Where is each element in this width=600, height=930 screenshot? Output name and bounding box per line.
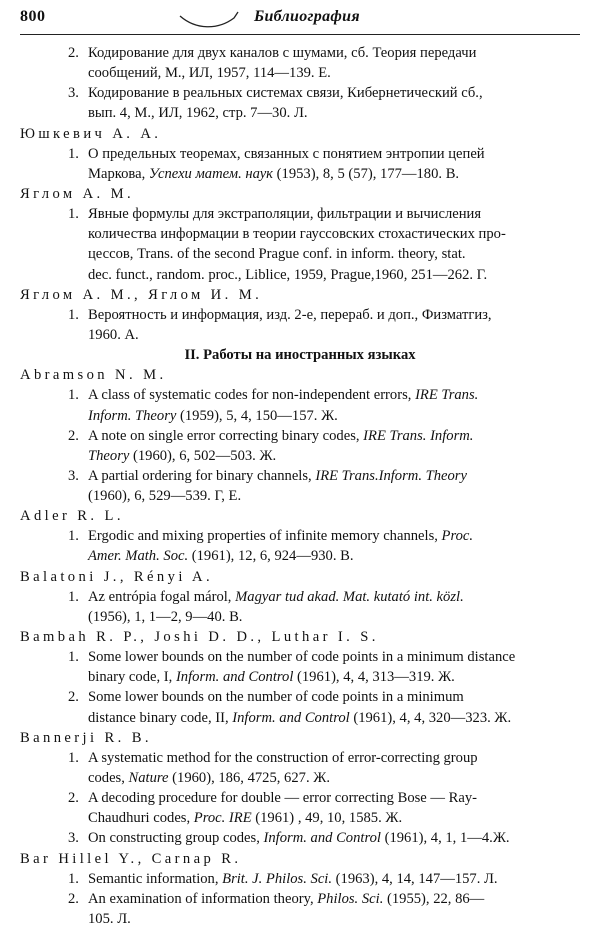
author-heading: [0, 123, 600, 145]
text-fragment: (1961), 4, 1, 1—4.Ж.: [380, 830, 510, 846]
entry-text: [88, 384, 478, 406]
reference-entry: [0, 143, 600, 165]
text-fragment: A class of systematic codes for non-independent errors,: [88, 387, 416, 403]
entry-text: [88, 666, 455, 688]
entry-number: 2.: [68, 45, 79, 61]
text-fragment: Кодирование для двух каналов с шумами, сб. Теория передачи: [88, 45, 477, 61]
entry-text: [88, 324, 139, 346]
reference-entry: [0, 425, 600, 447]
text-fragment: binary code, I,: [88, 669, 176, 685]
text-fragment: Some lower bounds on the number of code points in a minimum distance: [88, 649, 516, 665]
text-fragment: codes,: [88, 770, 129, 786]
reference-entry: [0, 827, 600, 849]
text-fragment: О предельных теоремах, связанных с понятием энтропии цепей: [88, 146, 485, 162]
entry-number: 3.: [68, 468, 79, 484]
text-fragment: dec. funct., random. proc., Liblice, 1959, Prague,1960, 251—262. Г.: [88, 267, 488, 283]
entry-number: 3.: [68, 830, 79, 846]
reference-continuation: [0, 545, 600, 567]
text-fragment: количества информации в теории гауссовских стохастических про-: [88, 226, 506, 242]
reference-entry: [0, 686, 600, 708]
author-name: Яглом А. М.: [20, 186, 135, 202]
author-heading: [0, 505, 600, 527]
author-heading: [0, 848, 600, 870]
reference-entry: [0, 203, 600, 225]
reference-entry: [0, 868, 600, 890]
source-title: Brit. J. Philos. Sci.: [222, 871, 333, 887]
source-title: IRE Trans.Inform. Theory: [315, 468, 467, 484]
source-title: Proc. IRE: [193, 810, 252, 826]
text-fragment: вып. 4, М., ИЛ, 1962, стр. 7—30. Л.: [88, 105, 308, 121]
entry-number: 2.: [68, 428, 79, 444]
author-name: Bambah R. P., Joshi D. D., Luthar I. S.: [20, 629, 379, 645]
text-fragment: Маркова,: [88, 166, 149, 182]
reference-entry: [0, 384, 600, 406]
source-title: Magyar tud akad. Mat. kutató int. közl.: [235, 589, 464, 605]
reference-entry: [0, 525, 600, 547]
entry-text: [88, 223, 506, 245]
entry-text: [88, 787, 477, 809]
entry-text: [88, 767, 330, 789]
source-title: Inform. and Control: [263, 830, 381, 846]
entry-text: [88, 827, 510, 849]
entry-text: [88, 868, 498, 890]
author-heading: [0, 284, 600, 306]
entry-text: [88, 686, 464, 708]
entry-text: [88, 908, 131, 930]
entry-number: 1.: [68, 146, 79, 162]
text-fragment: On constructing group codes,: [88, 830, 264, 846]
reference-continuation: [0, 767, 600, 789]
entry-text: [88, 243, 466, 265]
entry-text: [88, 465, 467, 487]
reference-continuation: [0, 908, 600, 930]
author-name: Bar Hillel Y., Carnap R.: [20, 851, 242, 867]
text-fragment: Кодирование в реальных системах связи, Кибернетический сб.,: [88, 85, 483, 101]
text-fragment: 105. Л.: [88, 911, 131, 927]
text-fragment: Ergodic and mixing properties of infinite memory channels,: [88, 528, 442, 544]
page-header: [0, 0, 600, 38]
entry-number: 1.: [68, 528, 79, 544]
author-name: Яглом А. М., Яглом И. М.: [20, 287, 263, 303]
reference-continuation: [0, 62, 600, 84]
source-title: Theory: [88, 448, 130, 464]
reference-entry: [0, 888, 600, 910]
entry-text: [88, 62, 331, 84]
source-title: Inform. and Control: [232, 710, 350, 726]
reference-continuation: [0, 707, 600, 729]
entry-number: 2.: [68, 891, 79, 907]
author-heading: [0, 566, 600, 588]
text-fragment: Az entrópia fogal márol,: [88, 589, 236, 605]
entry-text: [88, 82, 483, 104]
text-fragment: distance binary code, II,: [88, 710, 233, 726]
entry-number: 1.: [68, 871, 79, 887]
text-fragment: Some lower bounds on the number of code points in a minimum: [88, 689, 464, 705]
text-fragment: сообщений, М., ИЛ, 1957, 114—139. Е.: [88, 65, 331, 81]
text-fragment: Вероятность и информация, изд. 2-е, перераб. и доп., Физматгиз,: [88, 307, 492, 323]
entry-text: [88, 425, 473, 447]
entry-text: [88, 545, 354, 567]
text-fragment: 1960. А.: [88, 327, 139, 343]
entry-text: [88, 405, 338, 427]
entry-text: [88, 264, 487, 286]
source-title: Inform. and Control: [175, 669, 294, 685]
reference-continuation: [0, 405, 600, 427]
entry-text: [88, 586, 464, 608]
reference-continuation: [0, 485, 600, 507]
section-heading: II. Работы на иностранных языках: [184, 347, 416, 363]
entry-text: [88, 807, 402, 829]
reference-continuation: [0, 666, 600, 688]
reference-continuation: [0, 264, 600, 286]
page-number: 800: [20, 8, 46, 25]
reference-entry: [0, 787, 600, 809]
author-heading: [0, 364, 600, 386]
reference-continuation: [0, 606, 600, 628]
text-fragment: (1960), 6, 502—503. Ж.: [129, 448, 277, 464]
reference-continuation: [0, 102, 600, 124]
entry-number: 2.: [68, 689, 79, 705]
source-title: Успехи матем. наук: [148, 166, 274, 182]
author-heading: [0, 626, 600, 648]
text-fragment: Явные формулы для экстраполяции, фильтрации и вычисления: [88, 206, 482, 222]
text-fragment: (1956), 1, 1—2, 9—40. В.: [88, 609, 243, 625]
author-heading: [0, 727, 600, 749]
entry-text: [88, 102, 308, 124]
reference-continuation: [0, 163, 600, 185]
reference-entry: [0, 747, 600, 769]
text-fragment: (1961) , 49, 10, 1585. Ж.: [251, 810, 403, 826]
entry-text: [88, 606, 242, 628]
author-name: Юшкевич А. А.: [20, 126, 162, 142]
entry-text: [88, 42, 476, 64]
entry-text: [88, 707, 511, 729]
author-name: Abramson N. M.: [20, 367, 167, 383]
entry-text: [88, 646, 515, 668]
reference-entry: [0, 465, 600, 487]
text-fragment: (1960), 186, 4725, 627. Ж.: [168, 770, 330, 786]
text-fragment: Chaudhuri codes,: [88, 810, 194, 826]
text-fragment: (1960), 6, 529—539. Г, Е.: [88, 488, 242, 504]
text-fragment: (1955), 22, 86—: [383, 891, 485, 907]
text-fragment: (1961), 4, 4, 320—323. Ж.: [349, 710, 512, 726]
reference-continuation: [0, 324, 600, 346]
entry-text: [88, 747, 478, 769]
entry-text: [88, 304, 492, 326]
header-ornament: [178, 10, 240, 30]
author-name: Adler R. L.: [20, 508, 124, 524]
source-title: Philos. Sci.: [317, 891, 384, 907]
entry-number: 1.: [68, 387, 79, 403]
entry-text: [88, 525, 473, 547]
entry-number: 1.: [68, 649, 79, 665]
source-title: Nature: [128, 770, 169, 786]
text-fragment: цессов, Trans. of the second Prague conf. in inform. theory, stat.: [88, 246, 466, 262]
reference-continuation: [0, 445, 600, 467]
author-name: Balatoni J., Rényi A.: [20, 569, 214, 585]
text-fragment: Semantic information,: [88, 871, 223, 887]
reference-entry: [0, 304, 600, 326]
entry-text: [88, 203, 481, 225]
reference-entry: [0, 646, 600, 668]
text-fragment: (1959), 5, 4, 150—157. Ж.: [176, 408, 338, 424]
entry-text: [88, 445, 276, 467]
reference-entry: [0, 42, 600, 64]
header-rule: [20, 34, 580, 35]
running-title: Библиография: [254, 8, 360, 25]
text-fragment: A note on single error correcting binary codes,: [88, 428, 364, 444]
reference-continuation: [0, 243, 600, 265]
author-heading: [0, 183, 600, 205]
text-fragment: (1961), 12, 6, 924—930. В.: [188, 548, 354, 564]
text-fragment: A partial ordering for binary channels,: [88, 468, 316, 484]
reference-entry: [0, 82, 600, 104]
entry-text: [88, 485, 241, 507]
source-title: Inform. Theory: [88, 408, 177, 424]
text-fragment: (1963), 4, 14, 147—157. Л.: [332, 871, 498, 887]
text-fragment: A decoding procedure for double — error correcting Bose — Ray-: [88, 790, 478, 806]
source-title: Proc.: [441, 528, 474, 544]
entry-number: 1.: [68, 589, 79, 605]
text-fragment: (1961), 4, 4, 313—319. Ж.: [293, 669, 455, 685]
source-title: IRE Trans. Inform.: [363, 428, 474, 444]
text-fragment: (1953), 8, 5 (57), 177—180. В.: [273, 166, 460, 182]
entry-text: [88, 163, 459, 185]
text-fragment: A systematic method for the construction of error-correcting group: [88, 750, 478, 766]
entry-number: 1.: [68, 750, 79, 766]
entry-number: 3.: [68, 85, 79, 101]
entry-text: [88, 888, 484, 910]
source-title: Amer. Math. Soc.: [88, 548, 189, 564]
author-name: Bannerji R. B.: [20, 730, 152, 746]
entry-number: 2.: [68, 790, 79, 806]
reference-continuation: [0, 807, 600, 829]
entry-number: 1.: [68, 307, 79, 323]
entry-number: 1.: [68, 206, 79, 222]
entry-text: [88, 143, 485, 165]
text-fragment: An examination of information theory,: [88, 891, 318, 907]
reference-entry: [0, 586, 600, 608]
reference-continuation: [0, 223, 600, 245]
source-title: IRE Trans.: [415, 387, 479, 403]
